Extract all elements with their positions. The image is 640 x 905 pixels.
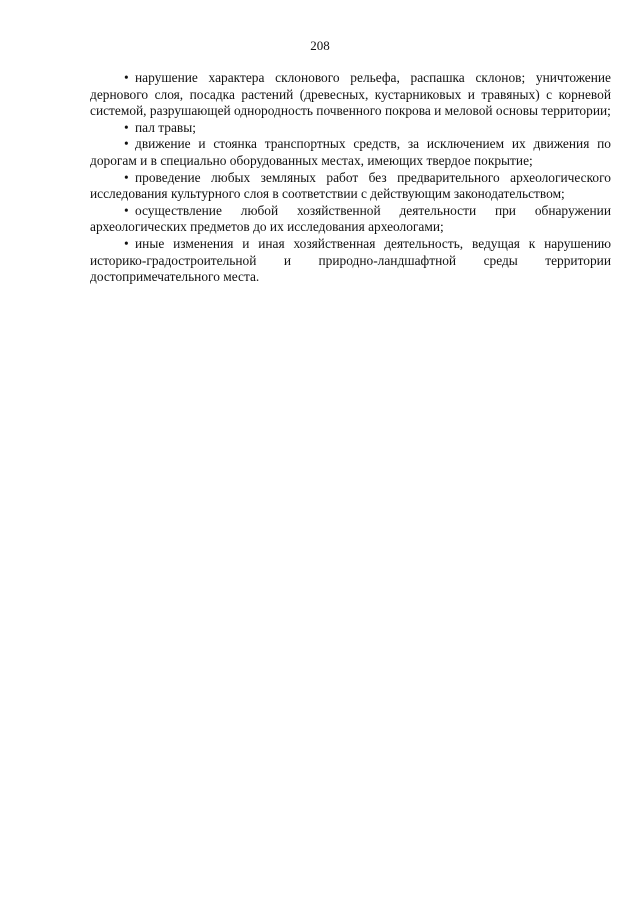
list-item-text: нарушение характера склонового рельефа, распашка склонов; уничтожение дернового слоя, посадка растений (древесных, кустарниковых и травяных) с корневой системой, разрушающей однородность почвенного покрова и меловой основы территории;	[90, 70, 611, 119]
list-item	[90, 236, 611, 286]
list-item-text: осуществление любой хозяйственной деятельности при обнаружении археологических предметов до их исследования археологами;	[90, 202, 611, 235]
list-item-text: проведение любых земляных работ без предварительного археологического исследования культурного слоя в соответствии с действующим законодательством;	[90, 169, 611, 202]
restrictions-list	[90, 70, 611, 286]
list-item	[90, 120, 611, 137]
bullet-icon: •	[124, 169, 129, 185]
bullet-icon: •	[124, 119, 129, 135]
bullet-icon: •	[124, 136, 129, 152]
list-item	[90, 136, 611, 169]
list-item-text: пал травы;	[135, 119, 196, 135]
page-number: 208	[310, 38, 330, 53]
bullet-icon: •	[124, 202, 129, 218]
list-item	[90, 203, 611, 236]
list-item-text: иные изменения и иная хозяйственная деятельность, ведущая к нарушению историко-градостроительной и природно-ландшафтной среды территории достопримечательного места.	[90, 235, 611, 285]
bullet-icon: •	[124, 70, 129, 85]
list-item-text: движение и стоянка транспортных средств, за исключением их движения по дорогам и в специально оборудованных местах, имеющих твердое покрытие;	[90, 136, 611, 168]
list-item	[90, 70, 611, 120]
bullet-icon: •	[124, 235, 129, 251]
list-item	[90, 170, 611, 203]
